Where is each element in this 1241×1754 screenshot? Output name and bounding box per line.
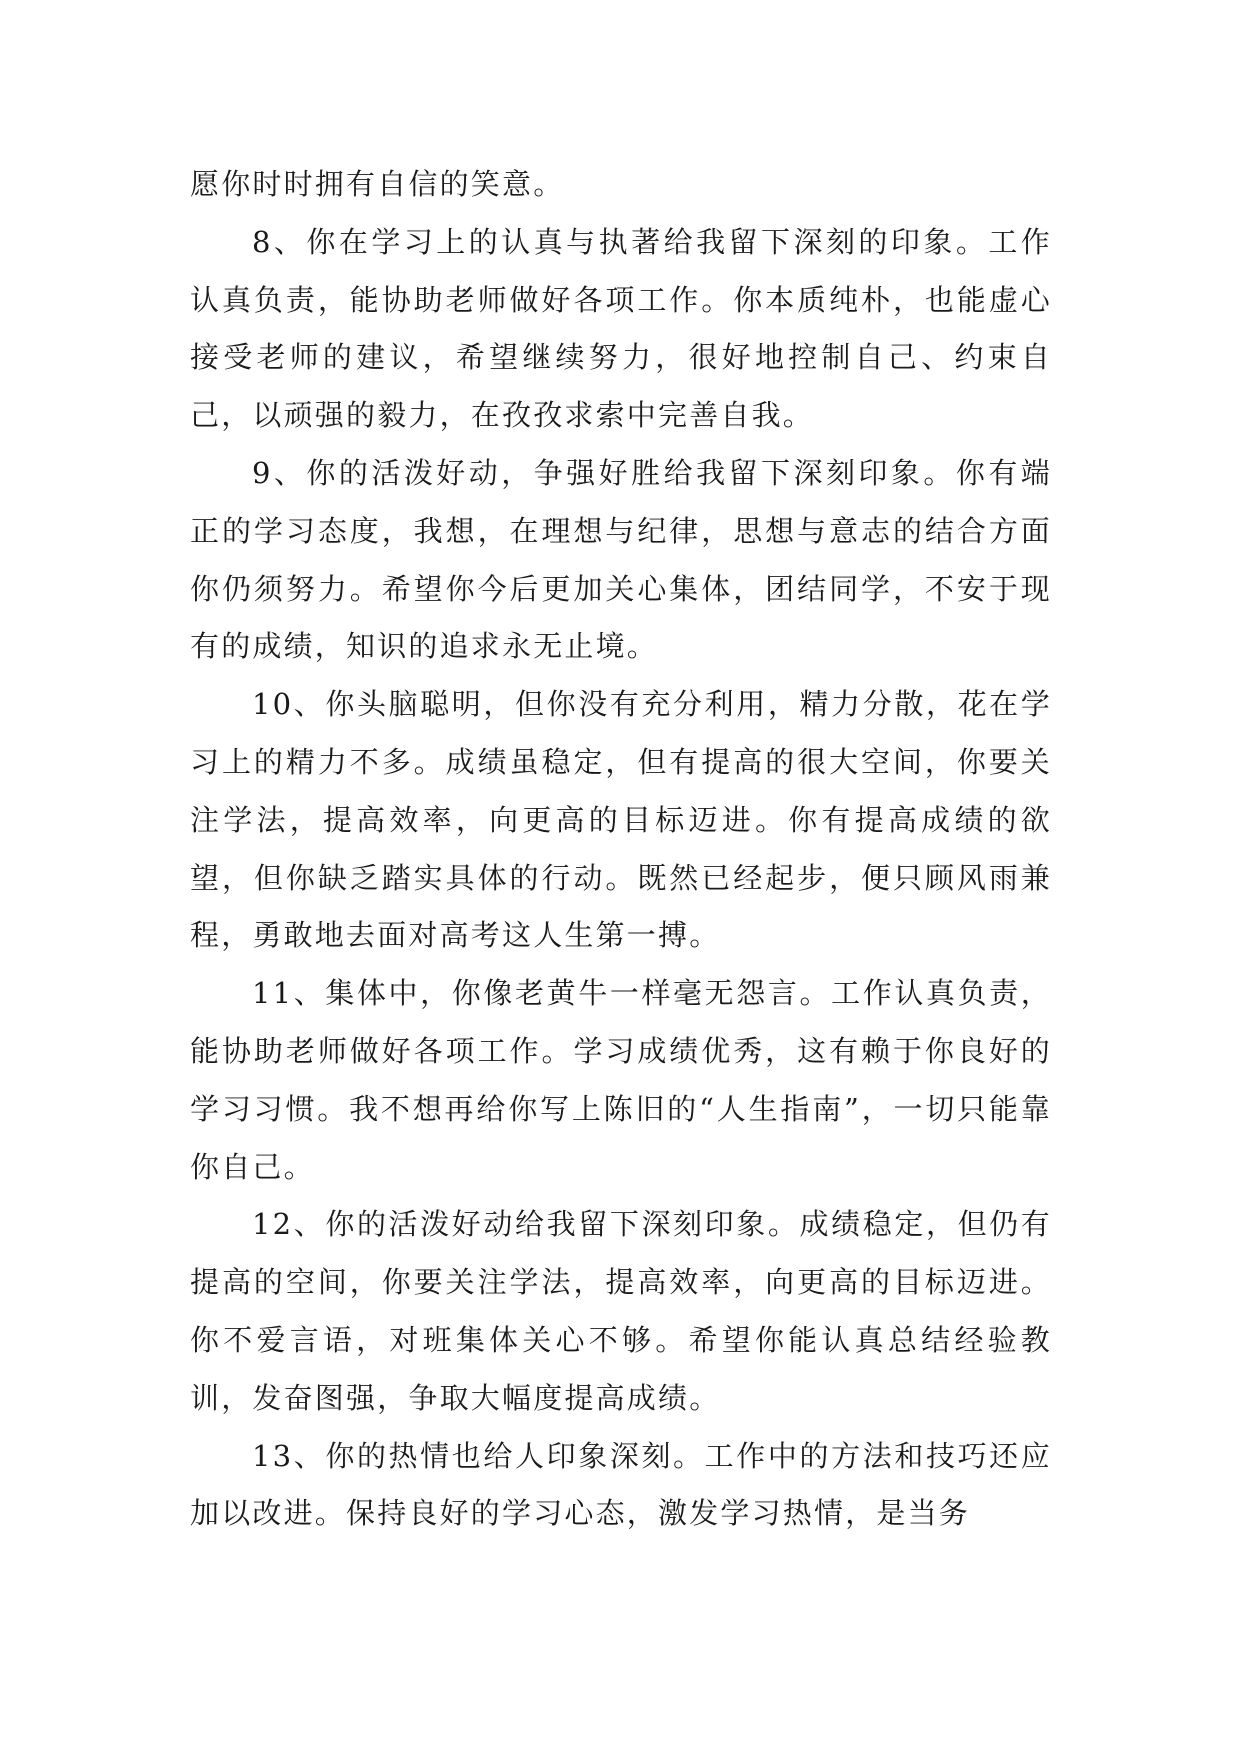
document-body bbox=[190, 156, 1052, 1543]
paragraph-comment-12: 12、你的活泼好动给我留下深刻印象。成绩稳定，但仍有提高的空间，你要关注学法，提高效率，向更高的目标迈进。你不爱言语，对班集体关心不够。希望你能认真总结经验教训，发奋图强，争取大幅度提高成绩。 bbox=[190, 1207, 1052, 1415]
paragraph-comment-10: 10、你头脑聪明，但你没有充分利用，精力分散，花在学习上的精力不多。成绩虽稳定，但有提高的很大空间，你要关注学法，提高效率，向更高的目标迈进。你有提高成绩的欲望，但你缺乏踏实具体的行动。既然已经起步，便只顾风雨兼程，勇敢地去面对高考这人生第一搏。 bbox=[190, 687, 1052, 953]
paragraph-comment-8: 8、你在学习上的认真与执著给我留下深刻的印象。工作认真负责，能协助老师做好各项工作。你本质纯朴，也能虚心接受老师的建议，希望继续努力，很好地控制自己、约束自己，以顽强的毅力，在孜孜求索中完善自我。 bbox=[190, 224, 1052, 433]
paragraph-comment-13: 13、你的热情也给人印象深刻。工作中的方法和技巧还应加以改进。保持良好的学习心态，激发学习热情，是当务 bbox=[190, 1438, 1052, 1531]
paragraph-comment-9: 9、你的活泼好动，争强好胜给我留下深刻印象。你有端正的学习态度，我想，在理想与纪律，思想与意志的结合方面你仍须努力。希望你今后更加关心集体，团结同学，不安于现有的成绩，知识的追求永无止境。 bbox=[190, 455, 1052, 664]
paragraph-continuation: 愿你时时拥有自信的笑意。 bbox=[190, 167, 565, 201]
paragraph-comment-11: 11、集体中，你像老黄牛一样毫无怨言。工作认真负责，能协助老师做好各项工作。学习成绩优秀，这有赖于你良好的学习习惯。我不想再给你写上陈旧的“人生指南”，一切只能靠你自己。 bbox=[190, 976, 1052, 1184]
